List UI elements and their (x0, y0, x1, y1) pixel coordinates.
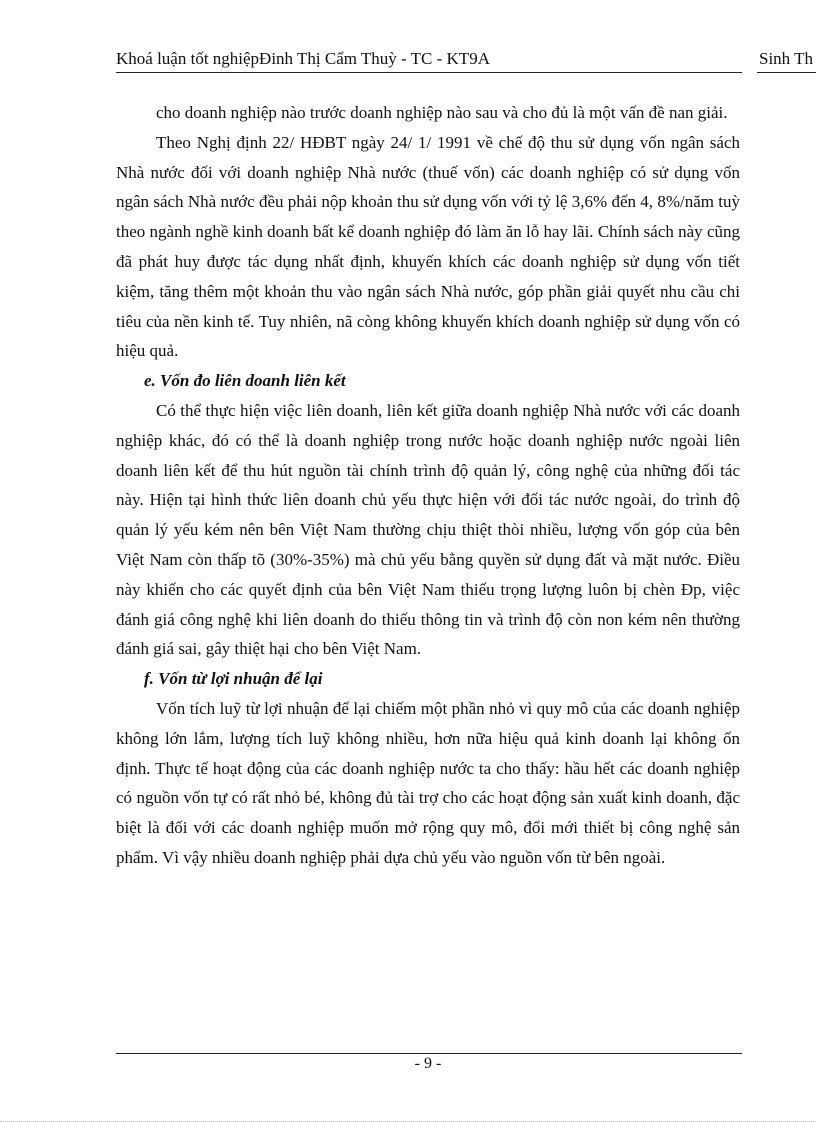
page-bottom-border (0, 1121, 816, 1122)
header-title: Khoá luận tốt nghiệpĐinh Thị Cẩm Thuỳ - TC - KT9A (116, 49, 490, 68)
running-header (116, 47, 816, 73)
paragraph-joint-venture: Có thể thực hiện việc liên doanh, liên kết giữa doanh nghiệp Nhà nước với các doanh nghiệp khác, đó có thể là doanh nghiệp trong nước hoặc doanh nghiệp nước ngoài liên doanh liên kết để thu hút nguồn tài chính trình độ quản lý, công nghệ của những đối tác này. Hiện tại hình thức liên doanh chủ yếu thực hiện với đối tác nước ngoài, do trình độ quản lý yếu kém nên bên Việt Nam thường chịu thiệt thòi nhiều, lượng vốn góp của bên Việt Nam còn thấp tõ (30%-35%) mà chủ yếu bằng quyền sử dụng đất và mặt nước. Điều này khiến cho các quyết định của bên Việt Nam thiếu trọng lượng luôn bị chèn Ðp, việc đánh giá công nghệ khi liên doanh do thiếu thông tin và trình độ còn non kém nên thường đánh giá sai, gây thiệt hại cho bên Việt Nam. (116, 400, 740, 659)
paragraph-continued: cho doanh nghiệp nào trước doanh nghiệp nào sau và cho đủ là một vấn đề nan giải. (156, 103, 728, 122)
header-author-fragment: Sinh Th (759, 49, 814, 68)
footer-rule (116, 1053, 742, 1054)
header-rule-right (757, 72, 816, 73)
paragraph-retained-profit: Vốn tích luỹ từ lợi nhuận để lại chiếm một phần nhỏ vì quy mô của các doanh nghiệp không lớn lắm, lượng tích luỹ không nhiều, hơn nữa hiệu quả kinh doanh lại không ổn định. Thực tế hoạt động của các doanh nghiệp nước ta cho thấy: hầu hết các doanh nghiệp có nguồn vốn tự có rất nhỏ bé, không đủ tài trợ cho các hoạt động sản xuất kinh doanh, đặc biệt là đối với các doanh nghiệp muốn mở rộng quy mô, đổi mới thiết bị công nghệ sản phẩm. Vì vậy nhiều doanh nghiệp phải dựa chủ yếu vào nguồn vốn từ bên ngoài. (116, 698, 740, 867)
header-rule (116, 72, 742, 73)
body-text (116, 98, 740, 873)
section-heading-e: e. Vốn đo liên doanh liên kết (144, 371, 346, 391)
paragraph-decree: Theo Nghị định 22/ HĐBT ngày 24/ 1/ 1991 về chế độ thu sử dụng vốn ngân sách Nhà nước đối với doanh nghiệp Nhà nước (thuế vốn) các doanh nghiệp có sử dụng vốn ngân sách Nhà nước đều phải nộp khoản thu sử dụng vốn với tỷ lệ 3,6% đến 4, 8%/năm tuỳ theo ngành nghề kinh doanh bất kể doanh nghiệp đó làm ăn lỗ hay lãi. Chính sách này cũng đã phát huy được tác dụng nhất định, khuyến khích các doanh nghiệp sử dụng vốn tiết kiệm, tăng thêm một khoản thu vào ngân sách Nhà nước, góp phần giải quyết nhu cầu chi tiêu của nền kinh tế. Tuy nhiên, nã còng không khuyến khích doanh nghiệp sử dụng vốn có hiệu quả. (116, 132, 740, 361)
section-heading-f: f. Vốn từ lợi nhuận để lại (144, 669, 323, 689)
page-number: - 9 - (414, 1055, 442, 1072)
